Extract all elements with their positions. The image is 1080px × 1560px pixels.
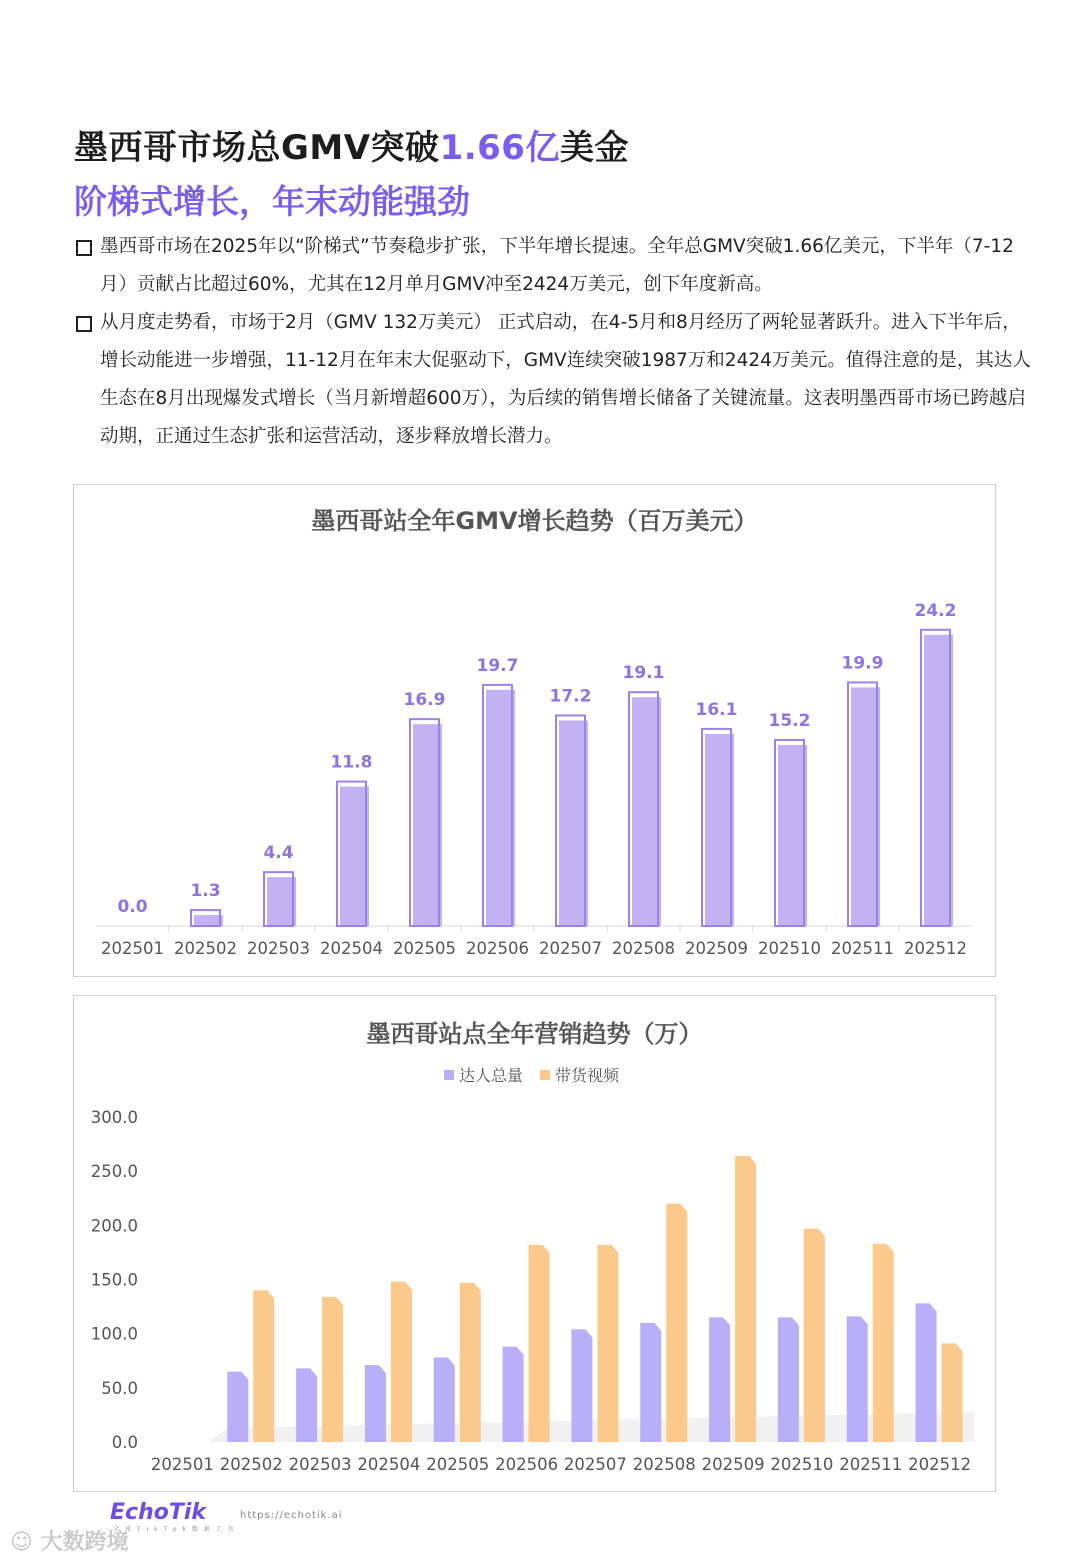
bar (804, 1229, 825, 1442)
bar (434, 1358, 455, 1443)
bar (847, 1316, 868, 1442)
bullet-square-icon (76, 240, 92, 256)
x-tick-label: 202508 (612, 939, 675, 958)
y-tick-label: 100.0 (90, 1324, 138, 1344)
bar (391, 1282, 412, 1442)
echotik-logo: EchoTik (110, 1500, 207, 1525)
legend-swatch (540, 1070, 550, 1080)
bar (296, 1368, 317, 1442)
bar (194, 915, 223, 926)
paragraph-text: 墨西哥市场在2025年以“阶梯式”节奏稳步扩张，下半年增长提速。全年总GMV突破1.66亿美元，下半年（7-12月）贡献占比超过60%，尤其在12月单月GMV冲至2424万美元，创下年度新高。 (100, 236, 1014, 295)
legend-label: 达人总量 (459, 1066, 524, 1085)
x-tick-label: 202511 (839, 1455, 903, 1474)
bar (253, 1290, 274, 1442)
x-tick-label: 202502 (174, 939, 237, 958)
x-tick-label: 202502 (219, 1455, 283, 1474)
page-title (74, 120, 629, 169)
watermark: ☺ 大数跨境 (10, 1530, 129, 1555)
x-tick-label: 202501 (150, 1455, 214, 1474)
data-label: 24.2 (914, 600, 957, 621)
bar (916, 1303, 937, 1442)
bar (486, 690, 515, 926)
y-tick-label: 0.0 (111, 1433, 138, 1452)
bar (571, 1329, 592, 1442)
bar (559, 720, 588, 926)
footer-url[interactable]: https://echotik.ai (240, 1510, 343, 1521)
x-tick-label: 202505 (393, 939, 456, 958)
x-tick-label: 202507 (539, 939, 602, 958)
x-tick-label: 202510 (758, 939, 821, 958)
bar (851, 687, 880, 926)
page-subtitle: 阶梯式增长，年末动能强劲 (74, 182, 470, 221)
data-label: 11.8 (330, 752, 373, 773)
bar (365, 1365, 386, 1442)
data-label: 17.2 (549, 686, 592, 707)
bar (413, 724, 442, 926)
bar (340, 787, 369, 926)
y-tick-label: 150.0 (90, 1270, 138, 1290)
bar (597, 1245, 618, 1442)
paragraph-1 (74, 228, 1034, 304)
bar (924, 635, 953, 926)
bar (709, 1317, 730, 1442)
x-tick-label: 202505 (426, 1455, 490, 1474)
legend-swatch (444, 1070, 454, 1080)
logo-subtitle: 全 球 T i k T o k 数 据 工 具 (113, 1526, 236, 1533)
data-label: 1.3 (190, 881, 221, 902)
title-suffix: 美金 (559, 128, 629, 168)
x-tick-label: 202510 (770, 1455, 834, 1474)
bar (873, 1244, 894, 1442)
bar (778, 745, 807, 926)
bar (460, 1283, 481, 1442)
legend-label: 带货视频 (555, 1066, 620, 1085)
chart-title: 墨西哥站点全年营销趋势（万） (366, 1020, 703, 1048)
bar (529, 1245, 550, 1442)
x-tick-label: 202509 (685, 939, 748, 958)
title-highlight: 1.66亿 (439, 128, 560, 168)
bar (632, 697, 661, 926)
y-tick-label: 50.0 (101, 1378, 138, 1398)
y-tick-label: 250.0 (90, 1162, 138, 1182)
y-tick-label: 200.0 (90, 1216, 138, 1236)
bar (267, 877, 296, 926)
chart-title: 墨西哥站全年GMV增长趋势（百万美元） (311, 507, 758, 535)
bar (666, 1204, 687, 1442)
bar (705, 734, 734, 926)
bar (503, 1347, 524, 1442)
marketing-chart-svg (74, 996, 995, 1491)
gmv-chart (73, 484, 996, 977)
x-tick-label: 202507 (563, 1455, 627, 1474)
y-tick-label: 300.0 (90, 1108, 138, 1127)
x-tick-label: 202503 (247, 939, 310, 958)
bar (322, 1297, 343, 1442)
data-label: 0.0 (117, 897, 148, 917)
data-label: 19.9 (841, 653, 884, 674)
x-tick-label: 202508 (632, 1455, 696, 1474)
x-tick-label: 202511 (831, 939, 894, 958)
bar (735, 1156, 756, 1442)
paragraph-text: 从月度走势看，市场于2月（GMV 132万美元） 正式启动，在4-5月和8月经历了两轮显著跃升。进入下半年后，增长动能进一步增强，11-12月在年末大促驱动下，GMV连续突破1987万和2424万美元。值得注意的是，其达人生态在8月出现爆发式增长（当月新增超600万），为后续的销售增长储备了关键流量。这表明墨西哥市场已跨越启动期，正通过生态扩张和运营活动，逐步释放增长潜力。 (100, 312, 1031, 447)
bar (640, 1323, 661, 1442)
data-label: 16.9 (403, 690, 446, 711)
bar (942, 1343, 963, 1442)
gmv-chart-svg (74, 485, 995, 976)
marketing-chart (73, 995, 996, 1492)
bar (227, 1372, 248, 1442)
x-tick-label: 202512 (908, 1455, 972, 1474)
x-tick-label: 202512 (904, 939, 967, 958)
x-tick-label: 202509 (701, 1455, 765, 1474)
data-label: 16.1 (695, 699, 738, 720)
x-tick-label: 202503 (288, 1455, 352, 1474)
data-label: 19.7 (476, 655, 519, 676)
data-label: 15.2 (768, 710, 811, 731)
x-tick-label: 202501 (101, 939, 164, 958)
x-tick-label: 202504 (357, 1455, 421, 1474)
x-tick-label: 202504 (320, 939, 383, 958)
data-label: 4.4 (263, 843, 294, 864)
x-tick-label: 202506 (495, 1455, 559, 1474)
bullet-square-icon (76, 316, 92, 332)
x-tick-label: 202506 (466, 939, 529, 958)
watermark-text: 大数跨境 (40, 1530, 129, 1555)
bar (778, 1317, 799, 1442)
title-prefix: 墨西哥市场总GMV突破 (74, 128, 440, 168)
paragraph-2 (74, 304, 1034, 456)
data-label: 19.1 (622, 663, 665, 684)
